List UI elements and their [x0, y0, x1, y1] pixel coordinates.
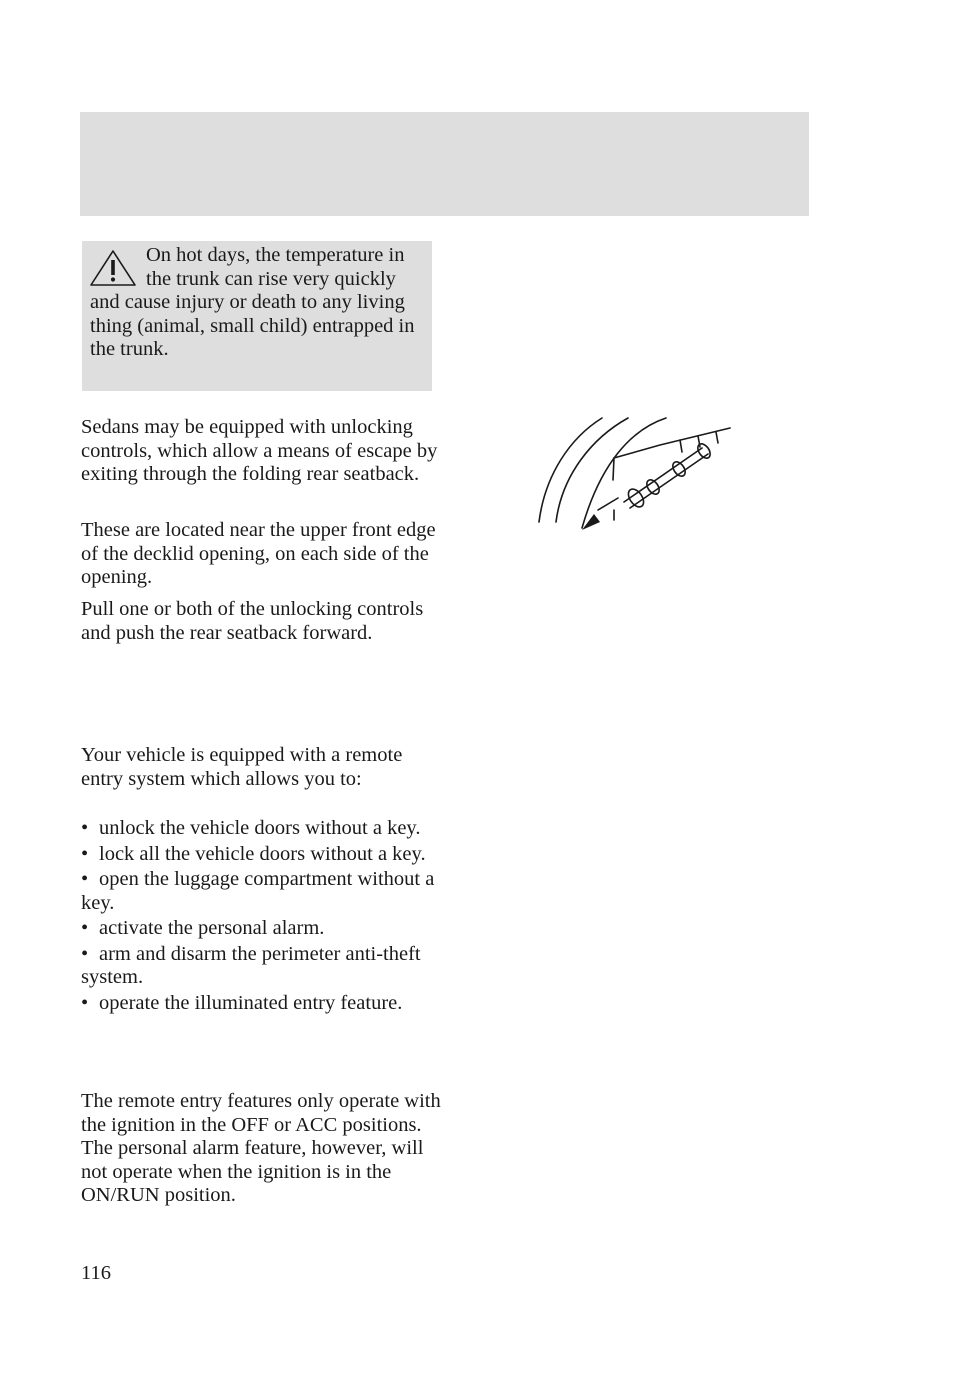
list-item: • activate the personal alarm.	[81, 917, 325, 939]
warning-triangle-icon	[88, 248, 138, 290]
paragraph-remote-entry-intro: Your vehicle is equipped with a remote entry system which allows you to:	[81, 744, 403, 790]
paragraph-escape-instructions: Pull one or both of the unlocking controls and push the rear seatback forward.	[81, 598, 424, 644]
paragraph-escape-intro: Sedans may be equipped with unlocking controls, which allow a means of escape by exiting through the folding rear seatback.	[81, 416, 438, 485]
bullet-icon: •	[81, 842, 89, 865]
bullet-icon: •	[81, 817, 89, 839]
list-item: • operate the illuminated entry feature.	[81, 991, 403, 1014]
paragraph-escape-location: These are located near the upper front edge of the decklid opening, on each side of the opening.	[81, 519, 436, 588]
bullet-icon: •	[81, 868, 89, 890]
page-number: 116	[81, 1262, 111, 1284]
list-item: • open the luggage compartment without a key.	[81, 868, 435, 914]
warning-box	[82, 241, 432, 391]
seatback-release-handle-illustration	[530, 410, 740, 535]
warning-text: On hot days, the temperature in the trunk can rise very quickly and cause injury or death to any living thing (animal, small child) entrapped in the trunk.	[90, 244, 415, 360]
list-item: • unlock the vehicle doors without a key.	[81, 817, 421, 839]
section-header-bar	[80, 112, 809, 216]
bullet-icon: •	[81, 991, 89, 1014]
list-item: • lock all the vehicle doors without a key.	[81, 842, 426, 865]
paragraph-remote-entry-note: The remote entry features only operate with the ignition in the OFF or ACC positions. The personal alarm feature, however, will not operate when the ignition is in the ON/RUN position.	[81, 1090, 441, 1206]
bullet-icon: •	[81, 942, 89, 965]
list-item: • arm and disarm the perimeter anti-theft system.	[81, 942, 421, 988]
bullet-icon: •	[81, 917, 89, 939]
remote-entry-feature-list	[81, 817, 441, 1017]
